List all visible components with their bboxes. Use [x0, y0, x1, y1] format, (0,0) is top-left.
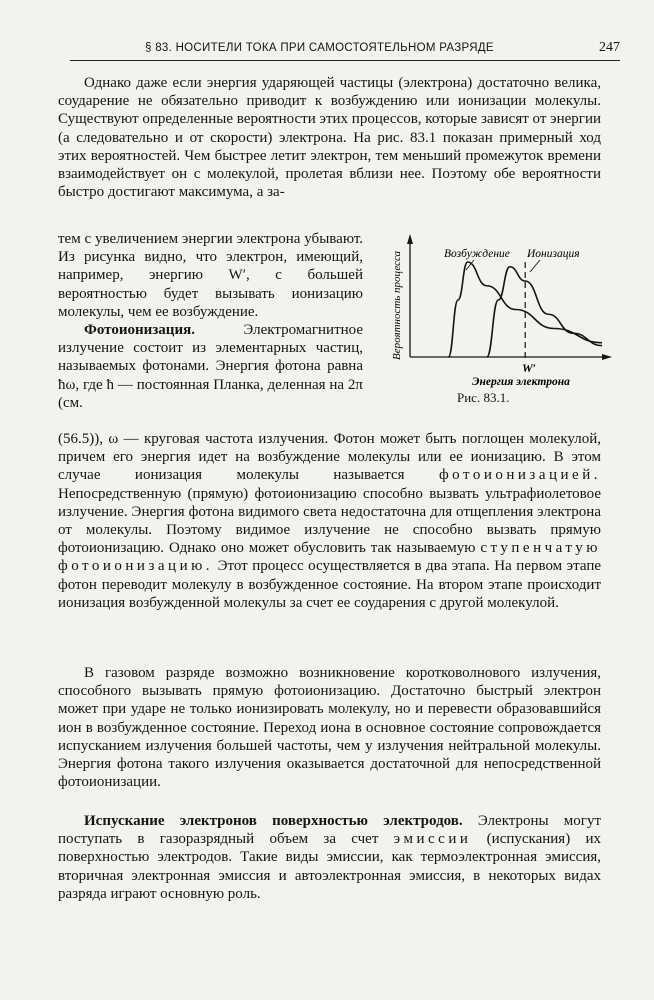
probability-chart — [382, 232, 612, 392]
figure-83-1 — [382, 232, 612, 407]
emission-heading: Испускание электронов поверхностью электродов. — [84, 813, 463, 829]
paragraph-probabilities-side: тем с увеличением энергии электрона убывают. Из рисунка видно, что электрон, имеющий, например, энергию W′, с большей вероятностью будет вызывать ионизацию молекулы, чем ее возбуждение. — [58, 231, 363, 320]
paragraph-probabilities-top: Однако даже если энергия ударяющей частицы (электрона) достаточно велика, соударение не обязательно приводит к возбуждению или ионизации молекулы. Существуют определенные вероятности этих процессов, которые зависят от энергии (а следовательно и от скорости) электрона. На рис. 83.1 показан примерный ход этих вероятностей. Чем быстрее летит электрон, тем меньший промежуток времени взаимодействует он с молекулой, пролетая вблизи нее. Поэтому обе вероятности быстро достигают максимума, а за- — [58, 75, 601, 201]
paragraph-electrode-emission — [58, 812, 601, 903]
term-emission: эмиссии — [393, 831, 472, 848]
photoionization-text-a: (56.5)), ω — круговая частота излучения. Фотон может быть поглощен молекулой, причем его энергия идет на возбуждение молекулы или ее ионизацию. В этом случае ионизация молекулы называется — [58, 431, 601, 484]
emission-text-a: Электроны могут поступать в газоразрядный объем за счет — [58, 813, 602, 848]
y-axis-label: Вероятность процесса — [391, 250, 403, 360]
ionization-curve — [487, 267, 602, 357]
term-photoionization: фотоионизацией. — [438, 467, 601, 484]
photoionization-side-text: Электромагнитное излучение состоит из элементарных частиц, называемых фотонами. Энергия фотона равна ħω, где ħ — постоянная Планка, деленная на 2π (см. — [58, 322, 363, 411]
running-header — [70, 40, 620, 61]
figure-caption: Рис. 83.1. — [457, 390, 510, 405]
paragraph-gas-discharge: В газовом разряде возможно возникновение коротковолнового излучения, способного вызывать прямую фотоионизацию. Достаточно быстрый электрон может при ударе не только ионизировать молекулу, но и перевести образовавшийся ион в возбужденное состояние. Переход иона в основное состояние сопровождается испусканием излучения большей частоты, чем у излучения нейтральной молекулы. Энергия фотона такого излучения оказывается достаточной для непосредственной фотоионизации. — [58, 665, 601, 791]
term-stepwise-photoionization: ступенчатую фотоионизацию. — [58, 540, 601, 575]
photoionization-body — [58, 430, 601, 612]
section-title: § 83. НОСИТЕЛИ ТОКА ПРИ САМОСТОЯТЕЛЬНОМ РАЗРЯДЕ — [145, 42, 494, 54]
w-prime-label: W′ — [522, 361, 537, 375]
x-axis-label: Энергия электрона — [472, 376, 570, 388]
emission-text-b: (испускания) их поверхностью электродов. Такие виды эмиссии, как термоэлектронная эмиссия, вторичная электронная эмиссия и автоэлектронная эмиссия, в некоторых видах разряда играют основную роль. — [58, 831, 602, 902]
ionization-label: Ионизация — [527, 248, 580, 260]
y-axis-arrow — [407, 234, 413, 244]
ionization-leader — [530, 260, 540, 272]
photoionization-intro — [58, 321, 363, 412]
photoionization-text-c: Этот процесс осуществляется в два этапа. На первом этапе фотон переводит молекулу в возбужденное состояние. На втором этапе происходит ионизация возбужденной молекулы за счет ее соударения с другой молекулой. — [58, 558, 602, 611]
photoionization-heading: Фотоионизация. — [84, 322, 195, 339]
x-axis-arrow — [602, 354, 612, 360]
photoionization-text-b: Непосредственную (прямую) фотоионизацию способно вызвать ультрафиолетовое излучение. Энергия фотона видимого света недостаточна для отщепления электрона от молекулы. Поэтому видимое излучение не способно вызвать прямую фотоионизацию. Однако оно может обусловить так называемую — [58, 485, 601, 557]
page-number: 247 — [599, 40, 620, 55]
wrapped-column — [58, 230, 363, 412]
excitation-label: Возбуждение — [444, 248, 510, 260]
